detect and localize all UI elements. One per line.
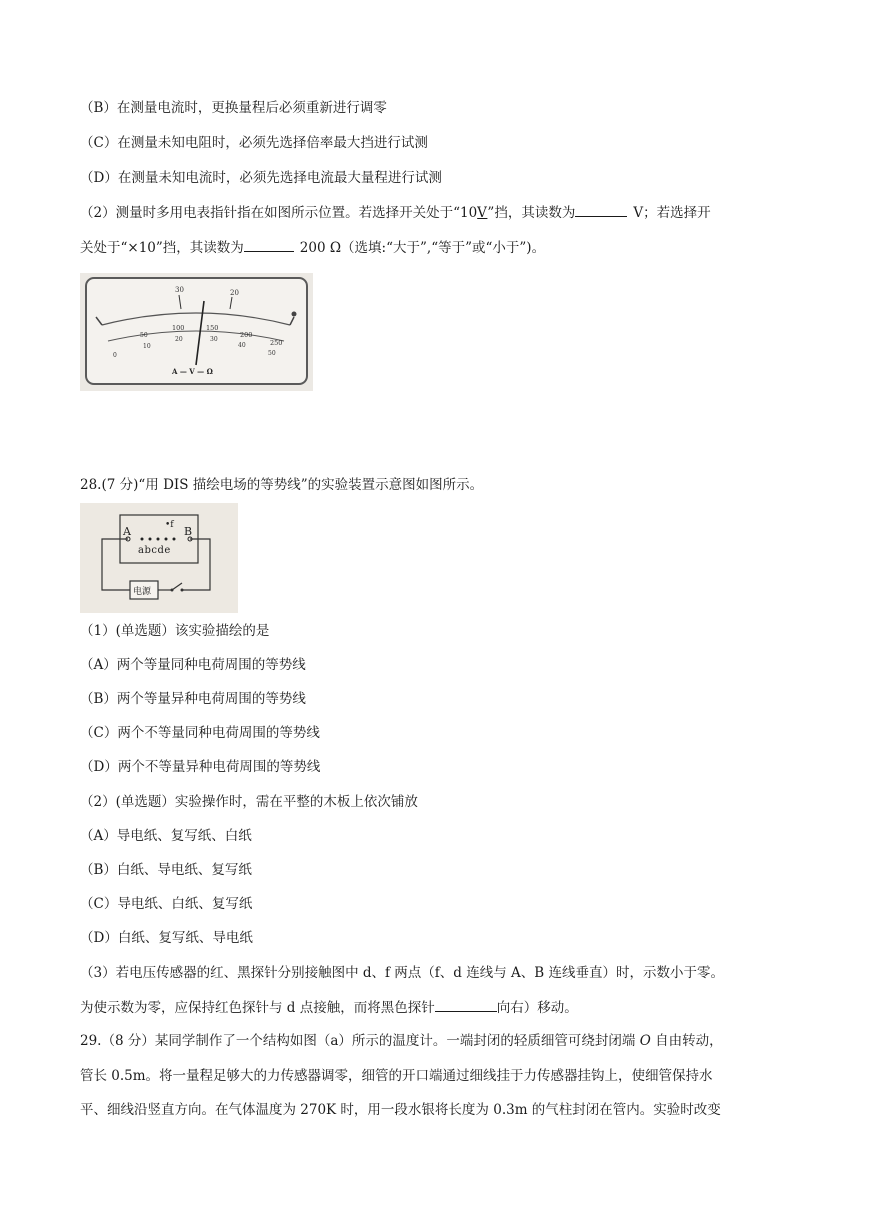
ohm-tick-100: 100 (172, 324, 185, 332)
v-tick-40: 40 (238, 342, 246, 349)
q28-3-line-1: （3）若电压传感器的红、黑探针分别接触图中 d、f 两点（f、d 连线与 A、B 连线垂直）时，示数小于零。 (80, 965, 724, 981)
answer-blank-compare[interactable] (244, 237, 294, 252)
q28-1-stem: （1）(单选题）该实验描绘的是 (80, 623, 270, 639)
ohm-tick-200: 200 (240, 331, 253, 339)
answer-blank-direction[interactable] (435, 997, 497, 1012)
q28-1-option-a: （A）两个等量同种电荷周围的等势线 (80, 657, 306, 673)
points-label: abcde (138, 545, 171, 556)
question-28-title: 28.(7 分)“用 DIS 描绘电场的等势线”的实验装置示意图如图所示。 (80, 477, 484, 493)
apparatus-figure (80, 503, 238, 613)
v-tick-10: 10 (143, 343, 151, 350)
q28-3-line-2: 为使示数为零，应保持红色探针与 d 点接触，而将黑色探针 向右）移动。 (80, 997, 578, 1018)
point-f-label: •f (165, 520, 174, 530)
ohm-tick-50: 50 (140, 332, 148, 339)
option-c-resistance: （C）在测量未知电阻时，必须先选择倍率最大挡进行试测 (80, 135, 428, 151)
multimeter-figure (80, 273, 313, 391)
meter-label-30: 30 (175, 286, 184, 294)
v-tick-20: 20 (175, 336, 183, 343)
electrode-b-label: B (184, 525, 193, 538)
v-tick-0: 0 (113, 352, 117, 359)
question-2-line-1: （2）测量时多用电表指针指在如图所示位置。若选择开关处于“10V”挡，其读数为 V；若选择开 (80, 202, 711, 223)
q28-1-option-c: （C）两个不等量同种电荷周围的等势线 (80, 725, 320, 741)
ohm-tick-150: 150 (206, 324, 219, 332)
q28-2-option-a: （A）导电纸、复写纸、白纸 (80, 828, 252, 844)
power-supply-label: 电源 (133, 587, 152, 597)
option-b-zero: （B）在测量电流时，更换量程后必须重新进行调零 (80, 100, 387, 116)
meter-caption: A — V — Ω (172, 367, 213, 376)
q28-2-option-b: （B）白纸、导电纸、复写纸 (80, 862, 252, 878)
answer-blank-voltage[interactable] (575, 202, 627, 217)
question-2-line-2: 关处于“×10”挡，其读数为 200 Ω（选填:“大于”,“等于”或“小于”)。 (80, 237, 545, 258)
q28-2-option-c: （C）导电纸、白纸、复写纸 (80, 896, 253, 912)
q28-1-option-d: （D）两个不等量异种电荷周围的等势线 (80, 759, 321, 775)
option-d-current: （D）在测量未知电流时，必须先选择电流最大量程进行试测 (80, 170, 442, 186)
q28-2-option-d: （D）白纸、复写纸、导电纸 (80, 930, 253, 946)
v-tick-50: 50 (268, 350, 276, 357)
ohm-tick-250: 250 (270, 339, 283, 347)
question-29-line-3: 平、细线沿竖直方向。在气体温度为 270K 时，用一段水银将长度为 0.3m 的气柱封闭在管内。实验时改变 (80, 1102, 721, 1118)
meter-label-20: 20 (230, 289, 239, 297)
q28-2-stem: （2）(单选题）实验操作时，需在平整的木板上依次铺放 (80, 794, 418, 810)
v-tick-30: 30 (210, 336, 218, 343)
q28-1-option-b: （B）两个等量异种电荷周围的等势线 (80, 691, 306, 707)
question-29-line-1: 29.（8 分）某同学制作了一个结构如图（a）所示的温度计。一端封闭的轻质细管可绕封闭端 O 自由转动， (80, 1033, 723, 1049)
question-29-line-2: 管长 0.5m。将一量程足够大的力传感器调零，细管的开口端通过细线挂于力传感器挂钩上，使细管保持水 (80, 1068, 713, 1084)
electrode-a-label: A (123, 525, 131, 538)
